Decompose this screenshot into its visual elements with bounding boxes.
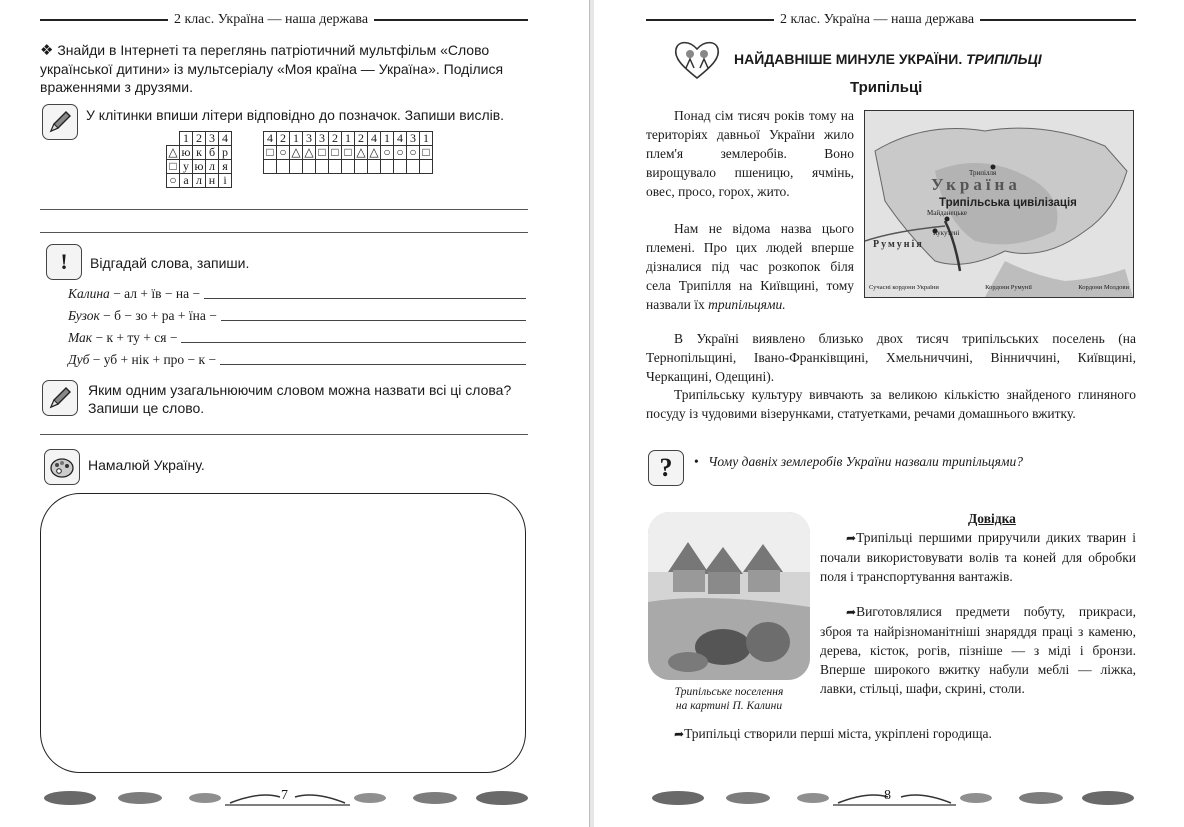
riddle-word: Дуб bbox=[68, 352, 90, 367]
left-header-text: 2 клас. Україна — наша держава bbox=[174, 12, 369, 27]
trypillia-map bbox=[864, 110, 1134, 298]
key-row-triangle bbox=[167, 146, 232, 160]
code-table bbox=[263, 131, 433, 174]
key-letter: а bbox=[180, 174, 193, 188]
square-icon: □ bbox=[167, 160, 180, 174]
code-answer-row bbox=[264, 160, 433, 174]
reference-title: Довідка bbox=[968, 511, 1016, 526]
key-letter: к bbox=[193, 146, 206, 160]
code-symbol-cell: △ bbox=[291, 145, 301, 159]
answer-cell[interactable] bbox=[394, 160, 407, 174]
task-internet bbox=[40, 41, 532, 96]
answer-cell[interactable] bbox=[316, 160, 329, 174]
paragraph-1: Понад сім тисяч років тому на територіях давньої України жило плем'я землеробів. Воно вирощувало пшеницю, ячмінь, овес, просо, горох, жито. bbox=[646, 108, 854, 199]
right-page bbox=[594, 0, 1184, 827]
code-symbol-cell: □ bbox=[342, 146, 355, 160]
triangle-icon: △ bbox=[168, 145, 178, 159]
code-number-cell: 1 bbox=[420, 132, 433, 146]
code-number-cell: 3 bbox=[303, 132, 316, 146]
task-letters: У клітинки впиши літери відповідно до позначок. Запиши вислів. bbox=[86, 107, 505, 123]
riddle-word: Бузок bbox=[68, 308, 100, 323]
task-general: Яким одним узагальнюючим словом можна назвати всі ці слова? Запиши це слово. bbox=[88, 382, 512, 416]
riddle-word: Мак bbox=[68, 330, 93, 345]
code-symbol-cell: □ bbox=[420, 146, 433, 160]
answer-cell[interactable] bbox=[420, 160, 433, 174]
answer-cell[interactable] bbox=[329, 160, 342, 174]
code-number-cell: 4 bbox=[264, 132, 277, 146]
answer-cell[interactable] bbox=[290, 160, 303, 174]
reference-text: Трипільці створили перші міста, укріплені городища. bbox=[684, 726, 992, 741]
diamond-bullet-icon: ❖ bbox=[40, 42, 54, 59]
reference-item-2 bbox=[820, 602, 1136, 698]
key-col: 1 bbox=[180, 132, 193, 146]
circle-icon: ○ bbox=[167, 174, 180, 188]
right-running-header bbox=[646, 12, 1136, 28]
answer-line[interactable] bbox=[40, 232, 528, 233]
topic-title: Трипільці bbox=[850, 79, 923, 96]
riddle-formula: − к + ту + ся − bbox=[92, 330, 178, 345]
exclamation-icon: ! bbox=[46, 244, 82, 280]
code-number-row bbox=[264, 132, 433, 146]
code-symbol-cell: △ bbox=[369, 145, 379, 159]
section-title-emphasis: ТРИПІЛЬЦІ bbox=[966, 51, 1042, 67]
key-letter: р bbox=[219, 146, 232, 160]
code-number-cell: 3 bbox=[316, 132, 329, 146]
key-letter: б bbox=[206, 146, 219, 160]
key-letter: я bbox=[219, 160, 232, 174]
paragraph-2-text: Нам не відома назва цього племені. Про цих людей вперше дізналися під час розкопок біля села Трипілля на Київщині, тому назвали їх bbox=[646, 221, 854, 312]
question bbox=[694, 452, 1023, 471]
key-col: 3 bbox=[206, 132, 219, 146]
key-letter: л bbox=[193, 174, 206, 188]
map-civilization-label: Трипільська цивілізація bbox=[939, 197, 1077, 209]
heart-children-icon bbox=[672, 38, 722, 80]
riddle-answer-line[interactable] bbox=[181, 342, 526, 343]
task-internet-text: Знайди в Інтернеті та переглянь патріотичний мультфільм «Слово української дитини» із мультсеріалу «Моя країна — Україна». Поділися враженнями з друзями. bbox=[40, 42, 504, 95]
riddle-item bbox=[68, 302, 526, 324]
code-symbol-cell: ○ bbox=[407, 146, 420, 160]
key-letter: л bbox=[206, 160, 219, 174]
key-header-row bbox=[167, 132, 232, 146]
code-symbol-cell: ○ bbox=[381, 146, 394, 160]
code-number-cell: 2 bbox=[277, 132, 290, 146]
answer-cell[interactable] bbox=[407, 160, 420, 174]
key-row-square bbox=[167, 160, 232, 174]
code-number-cell: 2 bbox=[329, 132, 342, 146]
answer-cell[interactable] bbox=[277, 160, 290, 174]
key-letter: і bbox=[219, 174, 232, 188]
code-symbol-cell: ○ bbox=[394, 146, 407, 160]
answer-cell[interactable] bbox=[264, 160, 277, 174]
riddle-word: Калина bbox=[68, 286, 110, 301]
key-letter: у bbox=[180, 160, 193, 174]
arrow-icon: ➦ bbox=[674, 727, 685, 741]
answer-line[interactable] bbox=[40, 434, 528, 435]
map-romania-label: Румунія bbox=[873, 239, 924, 250]
key-col: 4 bbox=[219, 132, 232, 146]
left-running-header bbox=[40, 12, 528, 28]
riddle-item bbox=[68, 346, 526, 368]
bullet-icon: • bbox=[694, 454, 699, 469]
painting-caption-line: Трипільське поселення bbox=[674, 686, 784, 698]
pencil-icon bbox=[42, 104, 78, 140]
key-letter: ю bbox=[193, 160, 206, 174]
reference-item-1 bbox=[820, 528, 1136, 586]
code-number-cell: 1 bbox=[290, 132, 303, 146]
code-symbol-cell: □ bbox=[316, 146, 329, 160]
section-title bbox=[734, 51, 1042, 67]
code-number-cell: 4 bbox=[394, 132, 407, 146]
answer-cell[interactable] bbox=[368, 160, 381, 174]
code-number-cell: 3 bbox=[407, 132, 420, 146]
riddle-formula: − б − зо + ра + їна − bbox=[99, 308, 217, 323]
code-symbol-row bbox=[264, 146, 433, 160]
pencil-icon bbox=[42, 380, 78, 416]
left-page bbox=[0, 0, 588, 827]
riddle-answer-line[interactable] bbox=[204, 298, 526, 299]
painting-caption bbox=[648, 685, 810, 713]
painting-caption-line: на картині П. Калини bbox=[675, 700, 783, 712]
map-legend bbox=[869, 284, 1129, 291]
letter-key-table bbox=[166, 131, 232, 188]
paragraph-4: Трипільську культуру вивчають за великою кількістю знайденого глиняного посуду із чудовими візерунками, статуетками, речами домашнього вжитку. bbox=[646, 387, 1136, 421]
section-title-text: НАЙДАВНІШЕ МИНУЛЕ УКРАЇНИ. bbox=[734, 51, 963, 67]
arrow-icon: ➦ bbox=[846, 531, 857, 545]
riddle-formula: − ал + їв − на − bbox=[109, 286, 201, 301]
paragraph-3: В Україні виявлено близько двох тисяч трипільських поселень (на Тернопільщині, Івано-Франківщині, Хмельниччині, Вінниччині, Київщині, Черкащині, Одещині). bbox=[646, 331, 1136, 384]
key-letter: н bbox=[206, 174, 219, 188]
task-guess: Відгадай слова, запиши. bbox=[90, 255, 250, 271]
reference-text: Виготовлялися предмети побуту, прикраси, зброя та найрізноманітніші знаряддя праці з каменю, дерева, кісток, рогів, пізніше — з міді і бронзи. Вперше широкого вжитку набули меблі — ліжка, лавки, стільці, шафи, скрині, столи. bbox=[820, 604, 1136, 696]
riddle-formula: − уб + нік + про − к − bbox=[89, 352, 217, 367]
key-row-circle bbox=[167, 174, 232, 188]
riddle-item bbox=[68, 324, 526, 346]
riddle-item bbox=[68, 280, 526, 302]
map-legend-item: Кордони Румунії bbox=[985, 284, 1032, 291]
map-city-label: Кукутені bbox=[933, 229, 960, 237]
settlement-painting bbox=[648, 512, 810, 680]
answer-cell[interactable] bbox=[355, 160, 368, 174]
map-city-label: Трипілля bbox=[969, 169, 997, 177]
map-legend-item: Кордони Молдови bbox=[1078, 284, 1129, 291]
code-symbol-cell: □ bbox=[329, 146, 342, 160]
code-number-cell: 2 bbox=[355, 132, 368, 146]
key-letter: ю bbox=[180, 146, 193, 160]
palette-icon bbox=[44, 449, 80, 485]
riddle-answer-line[interactable] bbox=[221, 320, 526, 321]
drawing-area[interactable] bbox=[40, 493, 526, 773]
key-col: 2 bbox=[193, 132, 206, 146]
riddle-answer-line[interactable] bbox=[220, 364, 526, 365]
code-symbol-cell: △ bbox=[304, 145, 314, 159]
code-symbol-cell: ○ bbox=[277, 146, 290, 160]
right-header-text: 2 клас. Україна — наша держава bbox=[780, 12, 975, 27]
riddle-list bbox=[68, 280, 526, 368]
code-number-cell: 1 bbox=[342, 132, 355, 146]
answer-cell[interactable] bbox=[381, 160, 394, 174]
question-text: Чому давніх землеробів України назвали трипільцями? bbox=[708, 454, 1024, 469]
map-city-label: Майданецьке bbox=[927, 209, 967, 217]
map-country-label: Україна bbox=[931, 175, 1021, 194]
page-number: 8 bbox=[884, 788, 891, 803]
code-number-cell: 4 bbox=[368, 132, 381, 146]
task-draw: Намалюй Україну. bbox=[88, 457, 205, 473]
code-symbol-cell: △ bbox=[356, 145, 366, 159]
paragraph-2-emphasis: трипільцями. bbox=[708, 297, 786, 312]
answer-cell[interactable] bbox=[303, 160, 316, 174]
question-mark-icon: ? bbox=[648, 450, 684, 486]
code-number-cell: 1 bbox=[381, 132, 394, 146]
map-legend-item: Сучасні кордони України bbox=[869, 284, 939, 291]
reference-text: Трипільці першими приручили диких тварин і почали використовувати волів та коней для обробки поля і транспортування вантажів. bbox=[820, 530, 1136, 584]
answer-cell[interactable] bbox=[342, 160, 355, 174]
paragraph-2 bbox=[646, 219, 854, 314]
reference-item-3 bbox=[674, 724, 1136, 744]
answer-line[interactable] bbox=[40, 209, 528, 210]
page-number: 7 bbox=[281, 788, 288, 803]
arrow-icon: ➦ bbox=[846, 605, 857, 619]
code-symbol-cell: □ bbox=[264, 146, 277, 160]
right-footer-ornament bbox=[648, 787, 1136, 809]
